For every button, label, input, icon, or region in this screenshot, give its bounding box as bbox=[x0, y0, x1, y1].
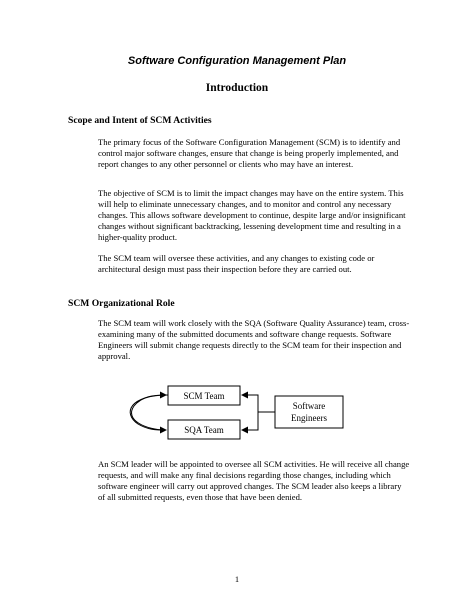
software-engineers-label-line2: Engineers bbox=[291, 413, 327, 423]
engineers-to-scm-arrow bbox=[242, 395, 275, 412]
scope-paragraph-2: The objective of SCM is to limit the impact changes may have on the entire system. This will help to eliminate unnecessary changes, and to monitor and control any necessary changes. This allows software development to continue, despite large and/or insignificant changes without significant backtracking, lessening development time and resulting in a higher-quality product. bbox=[98, 188, 406, 242]
scm-team-label: SCM Team bbox=[183, 391, 225, 401]
engineers-to-sqa-arrow bbox=[242, 412, 258, 430]
page-number: 1 bbox=[234, 574, 240, 584]
organizational-role-heading: SCM Organizational Role bbox=[68, 298, 175, 309]
scope-paragraph-3: The SCM team will oversee these activities, and any changes to existing code or architectural design must pass their inspection before they are carried out. bbox=[98, 253, 375, 274]
software-engineers-label-line1: Software bbox=[292, 401, 326, 411]
scm-team-box bbox=[168, 386, 240, 405]
sqa-team-box bbox=[168, 420, 240, 439]
scope-heading: Scope and Intent of SCM Activities bbox=[68, 115, 212, 126]
scm-flow-diagram bbox=[110, 380, 370, 440]
organizational-role-paragraph: The SCM team will work closely with the SQA (Software Quality Assurance) team, cross-examining many of the submitted documents and software change requests. Software Engineers will submit change requests directly to the SCM team for their inspection and approval. bbox=[98, 318, 410, 361]
scope-paragraph-1: The primary focus of the Software Configuration Management (SCM) is to identify and control major software changes, ensure that change is being properly implemented, and report changes to any other personnel or clients who may have an interest. bbox=[98, 137, 401, 169]
software-engineers-box bbox=[275, 396, 343, 428]
scm-to-sqa-arrow bbox=[130, 395, 168, 430]
sqa-team-label: SQA Team bbox=[184, 425, 224, 435]
scm-leader-paragraph: An SCM leader will be appointed to oversee all SCM activities. He will receive all change requests, and will make any final decisions regarding those changes, including which software engineer will carry out approved changes. The SCM leader also keeps a library of all submitted requests, even those that have been denied. bbox=[98, 459, 410, 502]
sqa-to-scm-arrow bbox=[132, 395, 166, 430]
document-title: Software Configuration Management Plan bbox=[127, 55, 347, 67]
section-title: Introduction bbox=[205, 82, 269, 94]
